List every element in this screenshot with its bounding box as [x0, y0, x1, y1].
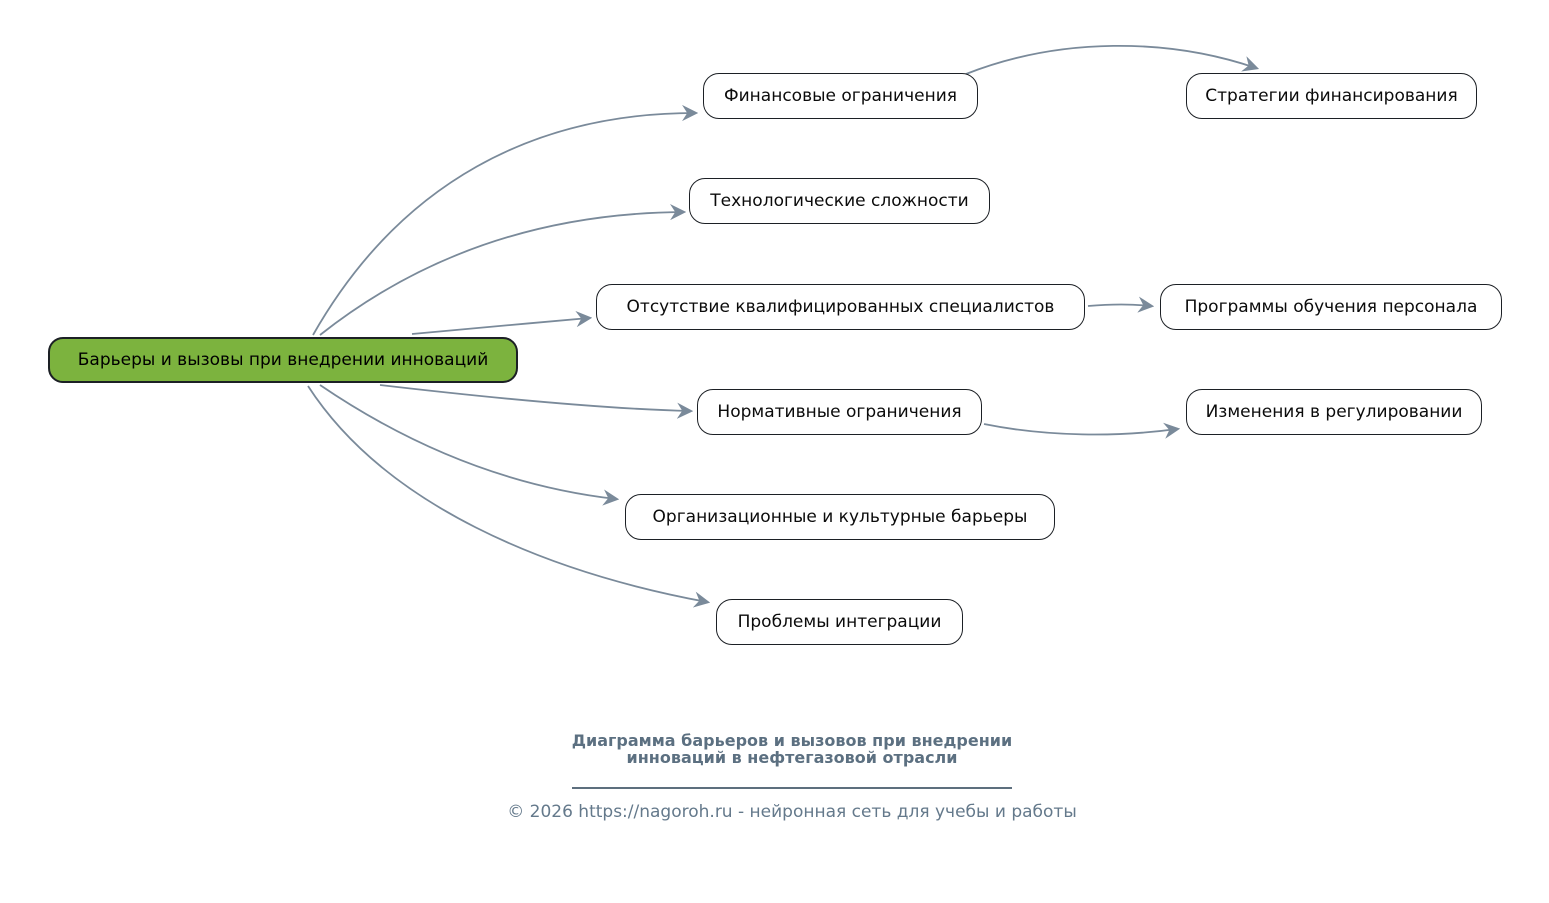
footer-divider	[572, 787, 1012, 789]
node-financial-constraints: Финансовые ограничения	[703, 73, 978, 119]
edge-root-to-regulatory	[380, 385, 690, 411]
node-staff-training-programs: Программы обучения персонала	[1160, 284, 1502, 330]
root-node: Барьеры и вызовы при внедрении инноваций	[48, 337, 518, 383]
edge-regulatory-to-changes	[984, 424, 1177, 434]
edge-specialists-to-training	[1088, 305, 1151, 307]
node-regulatory-constraints: Нормативные ограничения	[697, 389, 982, 435]
node-organizational-cultural-barriers: Организационные и культурные барьеры	[625, 494, 1055, 540]
footer-title-line1: Диаграмма барьеров и вызовов при внедрении	[571, 731, 1013, 750]
footer-title-line2: инноваций в нефтегазовой отрасли	[626, 748, 958, 767]
edge-financial-to-strategies	[966, 46, 1256, 74]
node-regulation-changes: Изменения в регулировании	[1186, 389, 1482, 435]
node-lack-of-qualified-specialists: Отсутствие квалифицированных специалистов	[596, 284, 1085, 330]
footer	[462, 732, 1122, 822]
node-financing-strategies: Стратегии финансирования	[1186, 73, 1477, 119]
edge-root-to-specialists	[412, 318, 589, 334]
edge-root-to-organizational	[320, 385, 616, 499]
node-technological-difficulties: Технологические сложности	[689, 178, 990, 224]
footer-copyright: © 2026 https://nagoroh.ru - нейронная сеть для учебы и работы	[507, 802, 1077, 822]
node-integration-problems: Проблемы интеграции	[716, 599, 963, 645]
